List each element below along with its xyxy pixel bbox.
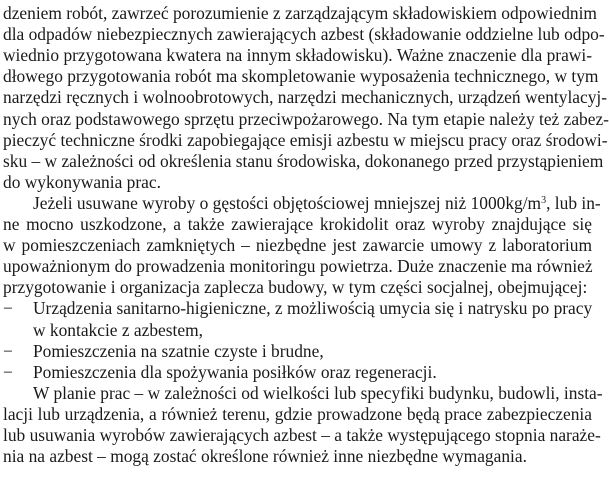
text-line: w pomieszczeniach zamkniętych – niezbędne jest zawarcie umowy z laboratorium	[3, 235, 592, 256]
text-line: dla odpadów niebezpiecznych zawierających azbest (składowanie oddzielne lub odpo-	[3, 24, 605, 45]
text-line: ne mocno uszkodzone, a także zawierające krokidolit oraz wyroby znajdujące się	[3, 214, 592, 234]
list-item: Pomieszczenia na szatnie czyste i brudne,	[33, 340, 324, 361]
bullet-dash: −	[3, 361, 13, 382]
text-line: dzeniem robót, zawrzeć porozumienie z zarządzającym składowiskiem odpowiednim	[3, 3, 597, 23]
list-item: Urządzenia sanitarno-higieniczne, z możliwością umycia się i natrysku po pracy	[33, 298, 593, 319]
text-run: , lub in-	[546, 192, 601, 213]
text-line: wiednio przygotowana kwatera na innym składowisku). Ważne znaczenie dla prawi-	[3, 45, 592, 66]
text-line: W planie prac – w zależności od wielkości lub specyfiki budynku, budowli, insta-	[33, 382, 603, 403]
text-line: lacji lub urządzenia, a również terenu, gdzie prowadzone będą prace zabezpieczenia	[3, 403, 592, 424]
text-line	[33, 192, 601, 214]
text-line: nych oraz podstawowego sprzętu przeciwpożarowego. Na tym etapie należy też zabez-	[3, 108, 609, 129]
text-line: sku – w zależności od określenia stanu środowiska, dokonanego przed przystąpieniem	[3, 150, 604, 171]
text-line: dłowego przygotowania robót ma skompletowanie wyposażenia technicznego, w tym	[3, 66, 599, 87]
text-run: Jeżeli usuwane wyroby o gęstości objętościowej mniejszej niż 1000kg/m	[33, 192, 542, 213]
text-line: upoważnionym do prowadzenia monitoringu powietrza. Duże znaczenie ma również	[3, 256, 593, 277]
text-line: lub usuwania wyrobów zawierających azbest – a także występującego stopnia naraże-	[3, 425, 601, 445]
list-item-continuation: w kontakcie z azbestem,	[33, 319, 203, 340]
bullet-dash: −	[3, 340, 13, 361]
list-item: Pomieszczenia dla spożywania posiłków oraz regeneracji.	[33, 361, 437, 382]
text-line: nia na azbest – mogą zostać określone również inne niezbędne wymagania.	[3, 446, 527, 467]
text-line: pieczyć techniczne środki zapobiegające emisji azbestu w miejscu pracy oraz środowi-	[3, 129, 608, 150]
bullet-dash: −	[3, 298, 13, 319]
text-line: narzędzi ręcznych i wolnoobrotowych, narzędzi mechanicznych, urządzeń wentylacyj-	[3, 87, 608, 108]
text-line: przygotowanie i organizacja zaplecza budowy, w tym części socjalnej, obejmującej:	[3, 277, 588, 298]
superscript: 3	[541, 194, 547, 206]
text-line: do wykonywania prac.	[3, 171, 161, 192]
